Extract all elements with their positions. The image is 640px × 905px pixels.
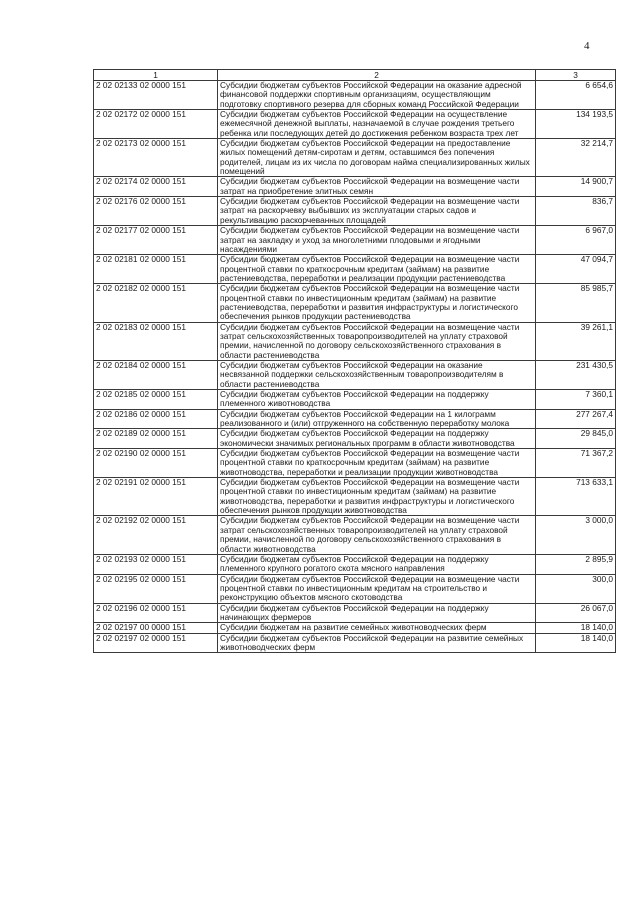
table-row	[94, 226, 616, 255]
name-cell: Субсидии бюджетам субъектов Российской Федерации на возмещение части затрат на раскорчевку выбывших из эксплуатации старых садов и рекультивацию раскорчеванных площадей	[218, 197, 536, 226]
amount-cell: 836,7	[536, 197, 616, 226]
amount-cell: 2 895,9	[536, 554, 616, 574]
code-cell: 2 02 02186 02 0000 151	[94, 409, 218, 429]
code-cell: 2 02 02185 02 0000 151	[94, 390, 218, 410]
name-cell: Субсидии бюджетам субъектов Российской Федерации на возмещение части процентной ставки по инвестиционным кредитам (займам) на развитие животноводства, переработки и развития инфраструктуры и логистического обеспечения рынков продукции животноводства	[218, 478, 536, 516]
code-cell: 2 02 02189 02 0000 151	[94, 429, 218, 449]
amount-cell: 18 140,0	[536, 633, 616, 653]
amount-cell: 231 430,5	[536, 360, 616, 389]
code-cell: 2 02 02183 02 0000 151	[94, 322, 218, 360]
name-cell: Субсидии бюджетам субъектов Российской Федерации на предоставление жилых помещений детям-сиротам и детям, оставшимся без попечения родителей, лицам из их числа по договорам найма специализированных жилых помещений	[218, 139, 536, 177]
table-row	[94, 255, 616, 284]
code-cell: 2 02 02181 02 0000 151	[94, 255, 218, 284]
name-cell: Субсидии бюджетам субъектов Российской Федерации на возмещение части процентной ставки по краткосрочным кредитам (займам) на развитие животноводства, переработки и реализации продукции животноводства	[218, 449, 536, 478]
name-cell: Субсидии бюджетам субъектов Российской Федерации на возмещение части затрат сельскохозяйственных товаропроизводителей на уплату страховой премии, начисленной по договору сельскохозяйственного страхования в области животноводства	[218, 516, 536, 554]
amount-cell: 7 360,1	[536, 390, 616, 410]
code-cell: 2 02 02196 02 0000 151	[94, 603, 218, 623]
amount-cell: 6 967,0	[536, 226, 616, 255]
name-cell: Субсидии бюджетам субъектов Российской Федерации на возмещение части затрат на приобретение элитных семян	[218, 177, 536, 197]
amount-cell: 32 214,7	[536, 139, 616, 177]
header-col-1: 1	[94, 70, 218, 81]
amount-cell: 277 267,4	[536, 409, 616, 429]
code-cell: 2 02 02177 02 0000 151	[94, 226, 218, 255]
code-cell: 2 02 02133 02 0000 151	[94, 81, 218, 110]
code-cell: 2 02 02173 02 0000 151	[94, 139, 218, 177]
amount-cell: 71 367,2	[536, 449, 616, 478]
table-row	[94, 603, 616, 623]
name-cell: Субсидии бюджетам субъектов Российской Федерации на развитие семейных животноводческих ферм	[218, 633, 536, 653]
table-row	[94, 409, 616, 429]
amount-cell: 14 900,7	[536, 177, 616, 197]
name-cell: Субсидии бюджетам субъектов Российской Федерации на возмещение части затрат на закладку и уход за многолетними плодовыми и ягодными насаждениями	[218, 226, 536, 255]
page-number: 4	[584, 40, 590, 52]
table-row	[94, 574, 616, 603]
budget-table	[93, 69, 616, 653]
header-row	[94, 70, 616, 81]
table-row	[94, 516, 616, 554]
amount-cell: 39 261,1	[536, 322, 616, 360]
table-row	[94, 284, 616, 322]
amount-cell: 713 633,1	[536, 478, 616, 516]
amount-cell: 3 000,0	[536, 516, 616, 554]
name-cell: Субсидии бюджетам субъектов Российской Федерации на 1 килограмм реализованного и (или) отгруженного на собственную переработку молока	[218, 409, 536, 429]
table-row	[94, 110, 616, 139]
name-cell: Субсидии бюджетам субъектов Российской Федерации на возмещение части затрат сельскохозяйственных товаропроизводителей на уплату страховой премии, начисленной по договору сельскохозяйственного страхования в области растениеводства	[218, 322, 536, 360]
table-row	[94, 177, 616, 197]
name-cell: Субсидии бюджетам субъектов Российской Федерации на поддержку начинающих фермеров	[218, 603, 536, 623]
table-row	[94, 449, 616, 478]
table-row	[94, 360, 616, 389]
amount-cell: 85 985,7	[536, 284, 616, 322]
code-cell: 2 02 02192 02 0000 151	[94, 516, 218, 554]
code-cell: 2 02 02195 02 0000 151	[94, 574, 218, 603]
code-cell: 2 02 02190 02 0000 151	[94, 449, 218, 478]
name-cell: Субсидии бюджетам субъектов Российской Федерации на поддержку племенного животноводства	[218, 390, 536, 410]
amount-cell: 18 140,0	[536, 623, 616, 633]
name-cell: Субсидии бюджетам субъектов Российской Федерации на возмещение части процентной ставки по инвестиционным кредитам на строительство и реконструкцию объектов мясного скотоводства	[218, 574, 536, 603]
amount-cell: 300,0	[536, 574, 616, 603]
code-cell: 2 02 02182 02 0000 151	[94, 284, 218, 322]
table-row	[94, 554, 616, 574]
amount-cell: 26 067,0	[536, 603, 616, 623]
name-cell: Субсидии бюджетам субъектов Российской Федерации на оказание адресной финансовой поддержки спортивным организациям, осуществляющим подготовку спортивного резерва для сборных команд Российской Федерации	[218, 81, 536, 110]
code-cell: 2 02 02197 00 0000 151	[94, 623, 218, 633]
table-row	[94, 197, 616, 226]
name-cell: Субсидии бюджетам субъектов Российской Федерации на поддержку экономически значимых региональных программ в области животноводства	[218, 429, 536, 449]
amount-cell: 6 654,6	[536, 81, 616, 110]
name-cell: Субсидии бюджетам субъектов Российской Федерации на возмещение части процентной ставки по инвестиционным кредитам (займам) на развитие растениеводства, переработки и развития инфраструктуры и логистического обеспечения рынков продукции растениеводства	[218, 284, 536, 322]
table-row	[94, 478, 616, 516]
name-cell: Субсидии бюджетам субъектов Российской Федерации на возмещение части процентной ставки по краткосрочным кредитам (займам) на развитие растениеводства, переработки и реализации продукции растениеводства	[218, 255, 536, 284]
amount-cell: 29 845,0	[536, 429, 616, 449]
name-cell: Субсидии бюджетам субъектов Российской Федерации на оказание несвязанной поддержки сельскохозяйственным товаропроизводителям в области растениеводства	[218, 360, 536, 389]
amount-cell: 134 193,5	[536, 110, 616, 139]
name-cell: Субсидии бюджетам субъектов Российской Федерации на осуществление ежемесячной денежной выплаты, назначаемой в случае рождения третьего ребенка или последующих детей до достижения ребенком возраста трех лет	[218, 110, 536, 139]
table-row	[94, 429, 616, 449]
code-cell: 2 02 02172 02 0000 151	[94, 110, 218, 139]
table-row	[94, 139, 616, 177]
code-cell: 2 02 02197 02 0000 151	[94, 633, 218, 653]
name-cell: Субсидии бюджетам на развитие семейных животноводческих ферм	[218, 623, 536, 633]
code-cell: 2 02 02191 02 0000 151	[94, 478, 218, 516]
table-row	[94, 81, 616, 110]
code-cell: 2 02 02193 02 0000 151	[94, 554, 218, 574]
code-cell: 2 02 02174 02 0000 151	[94, 177, 218, 197]
header-col-2: 2	[218, 70, 536, 81]
table-row	[94, 633, 616, 653]
code-cell: 2 02 02176 02 0000 151	[94, 197, 218, 226]
table-row	[94, 322, 616, 360]
header-col-3: 3	[536, 70, 616, 81]
table-row	[94, 623, 616, 633]
code-cell: 2 02 02184 02 0000 151	[94, 360, 218, 389]
name-cell: Субсидии бюджетам субъектов Российской Федерации на поддержку племенного крупного рогатого скота мясного направления	[218, 554, 536, 574]
table-row	[94, 390, 616, 410]
amount-cell: 47 094,7	[536, 255, 616, 284]
table-body	[94, 81, 616, 653]
